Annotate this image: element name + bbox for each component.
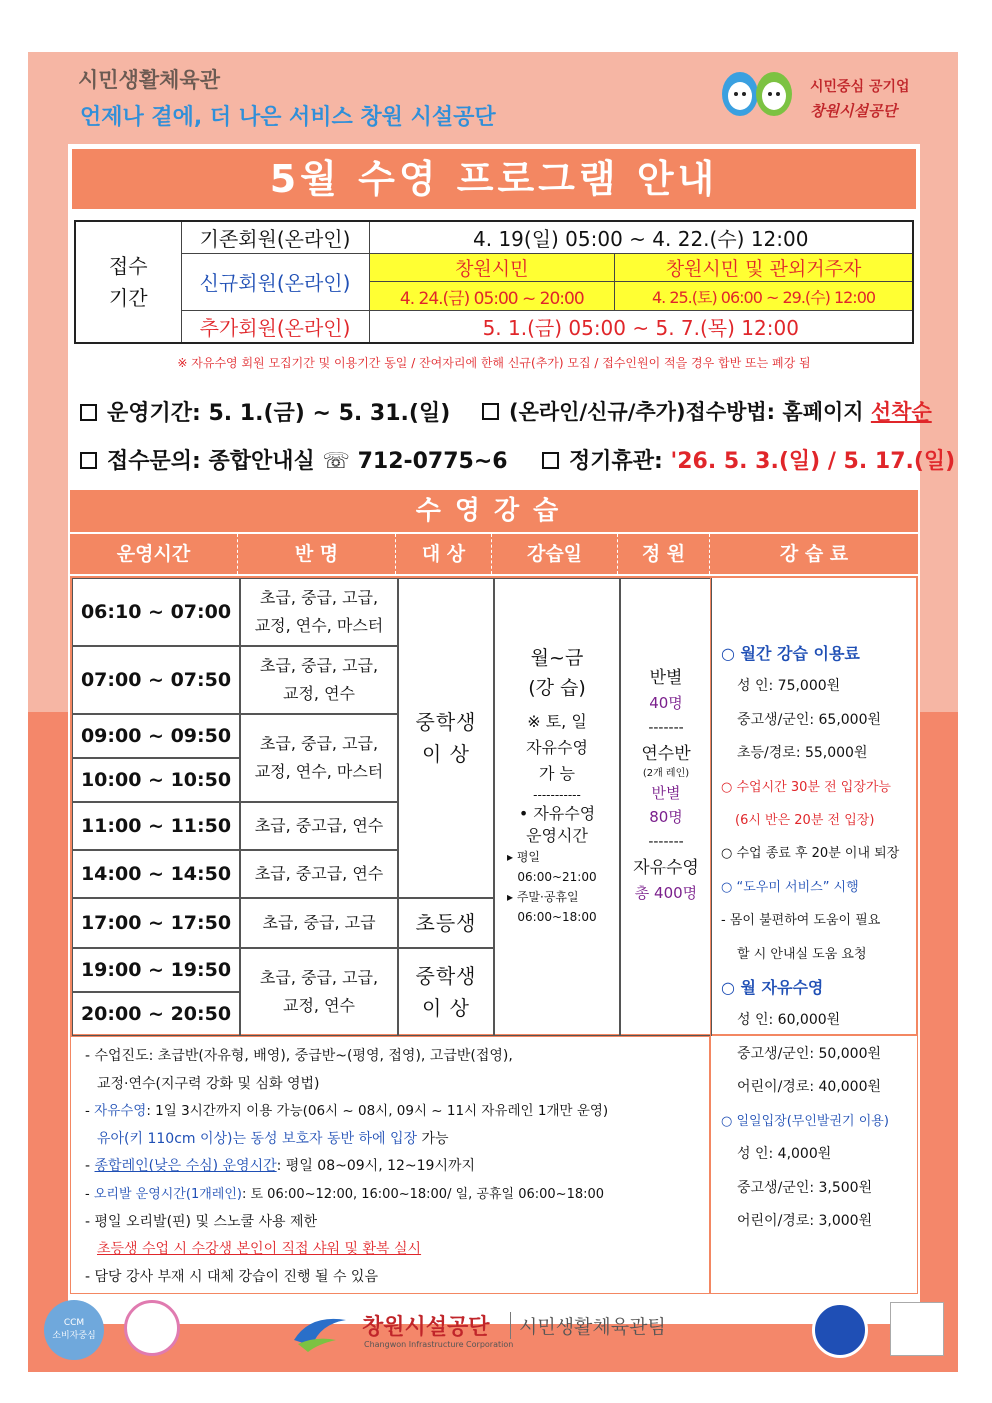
time-cell: 14:00 ~ 14:50	[72, 850, 240, 898]
checkbox-icon	[80, 452, 97, 469]
content-card	[68, 144, 956, 1324]
poster	[28, 52, 958, 1372]
regular-closure: 정기휴관: '26. 5. 3.(일) / 5. 17.(일)	[542, 444, 955, 475]
fee-youth: 중고생/군인: 65,000원	[737, 711, 882, 728]
badge-icon	[124, 1300, 180, 1356]
days-dashes: -----------	[533, 788, 581, 802]
class-cell: 초급, 중급, 고급, 교정, 연수	[240, 948, 398, 1036]
note-progress-2: 교정·연수(지구력 강화 및 심화 영법)	[97, 1075, 320, 1092]
capacity-dashes: -------	[648, 720, 684, 736]
weekday-label: ▸ 평일	[507, 850, 541, 864]
class-cell: 초급, 중급, 고급	[240, 898, 398, 948]
footer-brand: 창원시설공단	[362, 1315, 490, 1340]
col-time: 운영시간	[70, 534, 238, 574]
class-cell: 초급, 중고급, 연수	[240, 802, 398, 850]
capacity-dashes: -------	[648, 834, 684, 850]
free-swim-title: • 자유수영 운영시간	[518, 804, 596, 845]
header-slogan: 언제나 곁에, 더 나은 서비스 창원 시설공단	[80, 105, 496, 130]
fee-panel	[710, 576, 918, 1294]
fee-daily-adult: 성 인: 4,000원	[737, 1146, 832, 1163]
fee-daily-child: 어린이/경로: 3,000원	[737, 1212, 873, 1229]
new-outside-label: 창원시민 및 관외거주자	[615, 254, 913, 282]
fee-daily-youth: 중고생/군인: 3,500원	[737, 1179, 873, 1196]
human-rights-icon	[812, 1302, 868, 1358]
checkbox-icon	[80, 404, 97, 421]
entry-note-2: (6시 반은 20분 전 입장)	[735, 813, 875, 829]
time-cell: 17:00 ~ 17:50	[72, 898, 240, 948]
note-fins: - 오리발 운영시간(1개레인): 토 06:00~12:00, 16:00~18:00/ 일, 공휴일 06:00~18:00	[85, 1186, 605, 1202]
header-facility: 시민생활체육관	[78, 68, 221, 92]
op-period: 운영기간: 5. 1.(금) ~ 5. 31.(일)	[80, 396, 450, 427]
exit-note: ○ 수업 종료 후 20분 이내 퇴장	[721, 846, 900, 862]
class-cell: 초급, 중급, 고급, 교정, 연수	[240, 646, 398, 714]
existing-member-label: 기존회원(온라인)	[181, 221, 369, 254]
corp-logo	[718, 62, 948, 132]
time-cell: 11:00 ~ 11:50	[72, 802, 240, 850]
fee-free-adult: 성 인: 60,000원	[737, 1012, 841, 1029]
capacity-training-count: 80명	[649, 808, 683, 826]
capacity-class-label: 반별	[649, 668, 683, 688]
page-title: 5월 수영 프로그램 안내	[72, 149, 916, 209]
col-capacity: 정 원	[618, 534, 710, 574]
capacity-free-count: 총 400명	[634, 884, 698, 902]
weekend-label: ▸ 주말·공휴일	[507, 890, 579, 904]
col-fee: 강 습 료	[710, 534, 918, 574]
new-outside-period: 4. 25.(토) 06:00 ~ 29.(수) 12:00	[615, 282, 913, 310]
note-infant: 유아(키 110cm 이상)는 동성 보호자 동반 하에 입장 가능	[97, 1130, 449, 1147]
existing-member-period: 4. 19(일) 05:00 ~ 4. 22.(수) 12:00	[369, 221, 913, 254]
fee-adult: 성 인: 75,000원	[737, 678, 841, 695]
ccm-logo: CCM 소비자중심	[44, 1300, 104, 1360]
logo-top-text: 시민중심 공기업	[810, 79, 910, 95]
checkbox-icon	[542, 452, 559, 469]
helper-line-2: 할 시 안내실 도움 요청	[737, 946, 867, 962]
days-weekend-note: ※ 토, 일 자유수영 가 능	[526, 712, 588, 783]
note-substitute: - 담당 강사 부재 시 대체 강습이 진행 될 수 있음	[85, 1268, 378, 1285]
footer	[28, 1290, 958, 1372]
time-cell: 10:00 ~ 10:50	[72, 758, 240, 802]
target-elementary: 초등생	[398, 898, 494, 948]
mascot-icon	[718, 66, 798, 128]
fee-free-youth: 중고생/군인: 50,000원	[737, 1045, 882, 1062]
time-cell: 09:00 ~ 09:50	[72, 714, 240, 758]
registration-note: ※ 자유수영 회원 모집기간 및 이용기간 동일 / 잔여자리에 한해 신규(추가) 모집 / 접수인원이 적을 경우 합반 또는 폐강 됨	[177, 356, 811, 370]
section-title: 수영강습	[70, 490, 918, 532]
capacity-training-count-label: 반별	[651, 784, 681, 802]
weekend-time: 06:00~18:00	[517, 910, 597, 924]
time-cell: 19:00 ~ 19:50	[72, 948, 240, 992]
note-progress: - 수업진도: 초급반(자유형, 배영), 중급반~(평영, 접영), 고급반(접영),	[85, 1048, 513, 1064]
certification-icon	[890, 1302, 944, 1356]
additional-member-period: 5. 1.(금) 05:00 ~ 5. 7.(목) 12:00	[369, 310, 913, 343]
fee-free-title: ○ 월 자유수영	[721, 978, 824, 998]
register-method: (온라인/신규/추가)접수방법: 홈페이지 선착순	[482, 396, 932, 426]
col-class: 반 명	[238, 534, 396, 574]
target-middle-evening: 중학생 이 상	[398, 948, 494, 1036]
class-cell: 초급, 중급, 고급, 교정, 연수, 마스터	[240, 714, 398, 802]
fee-free-child: 어린이/경로: 40,000원	[737, 1079, 882, 1096]
col-target: 대 상	[396, 534, 492, 574]
corp-symbol-icon	[290, 1310, 350, 1354]
time-cell: 07:00 ~ 07:50	[72, 646, 240, 714]
new-member-label: 신규회원(온라인)	[181, 254, 369, 311]
notes-panel	[70, 1036, 710, 1294]
capacity-cell	[620, 578, 712, 1036]
capacity-class-count: 40명	[649, 694, 683, 712]
capacity-lanes: (2개 레인)	[642, 768, 690, 779]
additional-member-label: 추가회원(온라인)	[181, 310, 369, 343]
inquiry: 접수문의: 종합안내실 ☏ 712-0775~6	[80, 444, 508, 475]
note-fin-limit: - 평일 오리발(핀) 및 스노쿨 사용 제한	[85, 1213, 318, 1230]
new-citizen-period: 4. 24.(금) 05:00 ~ 20:00	[369, 282, 615, 310]
days-cell	[494, 578, 620, 1036]
footer-brand-en: Changwon Infrastructure Corporation	[364, 1340, 514, 1349]
entry-note-1: ○ 수업시간 30분 전 입장가능	[721, 779, 891, 795]
class-cell: 초급, 중급, 고급, 교정, 연수, 마스터	[240, 578, 398, 646]
note-free-swim: - 자유수영: 1일 3시간까지 이용 가능(06시 ~ 08시, 09시 ~ 11시 자유레인 1개만 운영)	[85, 1103, 609, 1120]
footer-team: 시민생활체육관팀	[510, 1312, 666, 1339]
time-cell: 06:10 ~ 07:00	[72, 578, 240, 646]
registration-label: 접수 기간	[75, 221, 181, 343]
class-cell: 초급, 중고급, 연수	[240, 850, 398, 898]
registration-table	[74, 220, 914, 344]
note-general-lane: - 종합레인(낮은 수심) 운영시간: 평일 08~09시, 12~19시까지	[85, 1158, 476, 1175]
capacity-training-label: 연수반	[641, 744, 691, 764]
weekday-time: 06:00~21:00	[517, 870, 597, 884]
col-days: 강습일	[492, 534, 618, 574]
checkbox-icon	[482, 403, 499, 420]
fee-monthly-title: ○ 월간 강습 이용료	[721, 644, 860, 663]
helper-title: ○ “도우미 서비스” 시행	[721, 879, 859, 895]
note-elementary: 초등생 수업 시 수강생 본인이 직접 샤워 및 환복 실시	[97, 1241, 422, 1258]
time-cell: 20:00 ~ 20:50	[72, 992, 240, 1036]
target-middle: 중학생 이 상	[398, 578, 494, 898]
logo-bottom-text: 창원시설공단	[810, 102, 897, 120]
days-main: 월~금 (강 습)	[528, 647, 586, 699]
new-citizen-label: 창원시민	[369, 254, 615, 282]
helper-line-1: - 몸이 불편하여 도움이 필요	[721, 913, 881, 929]
fee-child: 초등/경로: 55,000원	[737, 745, 868, 762]
capacity-free-label: 자유수영	[633, 858, 699, 878]
fee-daily-title: ○ 일일입장(무인발권기 이용)	[721, 1113, 889, 1129]
